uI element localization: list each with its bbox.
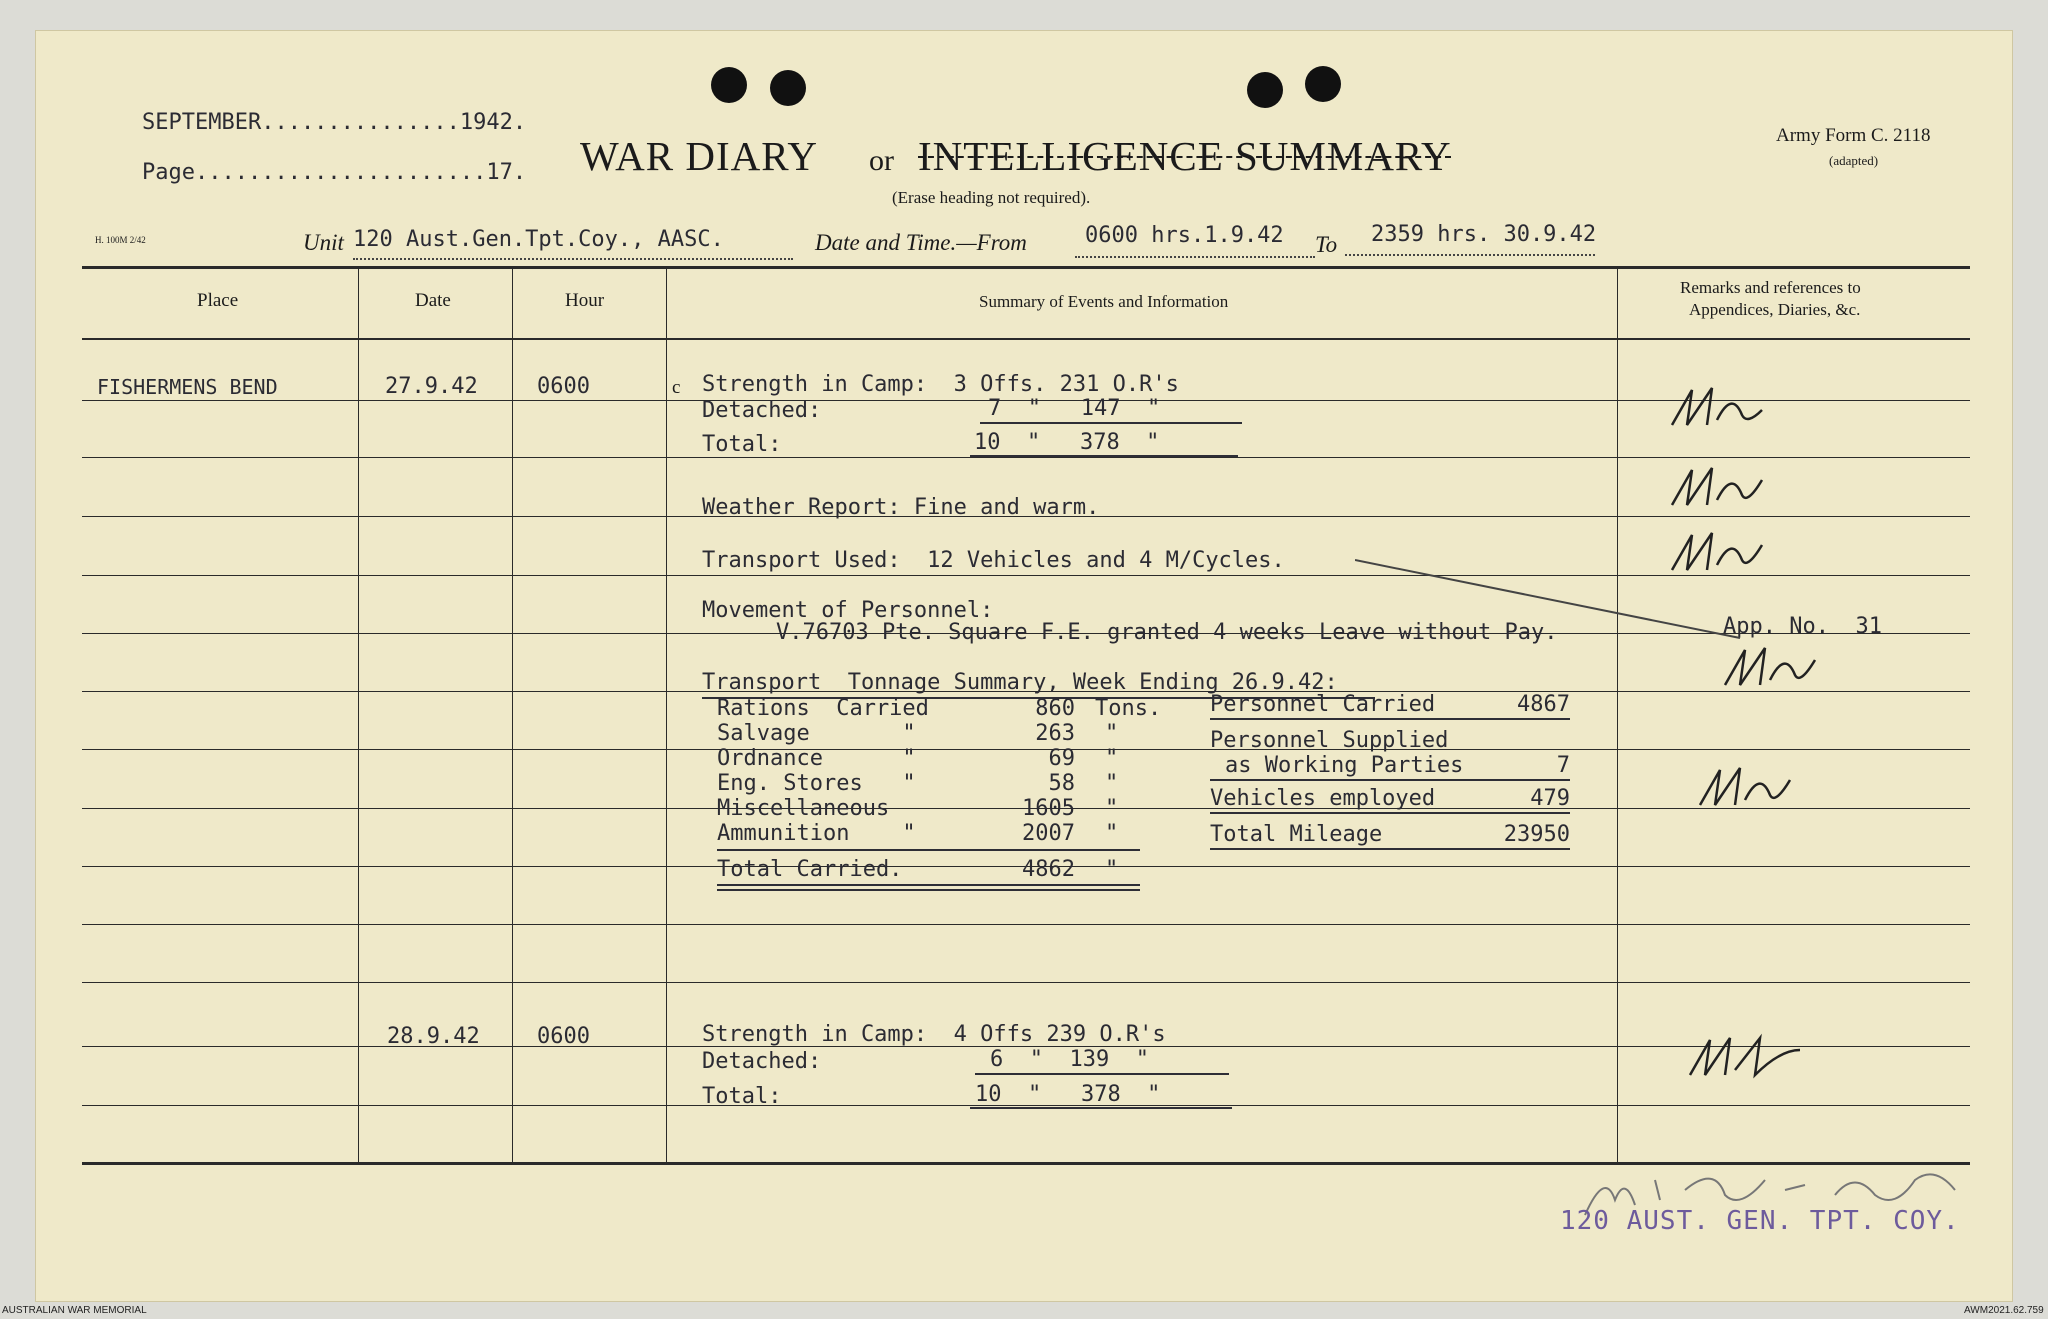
handwritten-initials (1667, 460, 1777, 520)
tonnage-unit: " (1105, 721, 1119, 746)
entry2-total-rule (970, 1107, 1232, 1109)
col-header-remarks-1: Remarks and references to (1680, 278, 1861, 297)
entry1-detached-values: 7 " 147 " (988, 396, 1161, 421)
tonnage-unit: " (1105, 771, 1119, 796)
tonnage-unit: Tons. (1095, 696, 1162, 721)
col-header-place: Place (197, 290, 239, 311)
total-carried-label: Total Carried. (717, 857, 903, 882)
to-value: 2359 hrs. 30.9.42 (1371, 222, 1597, 247)
entry1-transport-used: Transport Used: 12 Vehicles and 4 M/Cycles. (702, 548, 1285, 573)
adapted-note: (adapted) (1829, 153, 1879, 168)
army-form-label: Army Form C. 2118 (1776, 125, 1931, 146)
ruled-line (82, 457, 1970, 458)
ammunition-rule (717, 849, 1140, 851)
entry1-date: 27.9.42 (385, 374, 478, 399)
punch-hole (770, 70, 806, 106)
personnel-carried-rule (1210, 718, 1570, 720)
personnel-supplied-value: 7 (1556, 753, 1570, 778)
tonnage-item: Miscellaneous (717, 796, 890, 821)
entry2-detached-values: 6 " 139 " (990, 1047, 1149, 1072)
handwritten-initials (1667, 380, 1777, 440)
entry1-total-values: 10 " 378 " (974, 430, 1160, 455)
footer-right: AWM2021.62.759 (1964, 1305, 2044, 1316)
tonnage-unit: " (1105, 796, 1119, 821)
total-carried-value: 4862 (1022, 857, 1075, 882)
personnel-carried-value: 4867 (1517, 692, 1570, 717)
entry2-detached-label: Detached: (702, 1049, 822, 1074)
erase-note: (Erase heading not required). (892, 188, 1091, 207)
col-header-remarks-2: Appendices, Diaries, &c. (1689, 300, 1861, 319)
header-bottom-border (82, 338, 1970, 340)
tonnage-item: Rations Carried (717, 696, 929, 721)
unit-stamp: 120 AUST. GEN. TPT. COY. (1560, 1206, 1960, 1236)
total-carried-unit: " (1105, 857, 1119, 882)
entry1-tonnage-heading: Transport Tonnage Summary, Week Ending 26.9.42: (702, 670, 1338, 695)
table-top-border (82, 266, 1970, 269)
col-header-date: Date (415, 290, 451, 311)
personnel-supplied-label1: Personnel Supplied (1210, 728, 1449, 753)
punch-hole (1305, 66, 1341, 102)
tonnage-unit: " (1105, 746, 1119, 771)
handwritten-initials (1695, 760, 1805, 820)
entry1-strength: Strength in Camp: 3 Offs. 231 O.R's (702, 372, 1179, 397)
ruled-line (82, 924, 1970, 925)
from-underline (1075, 256, 1315, 258)
entry1-marker: c (672, 377, 681, 398)
entry1-total-label: Total: (702, 432, 782, 457)
personnel-supplied-rule (1210, 779, 1570, 781)
total-mileage-value: 23950 (1503, 822, 1570, 847)
tonnage-qty: 58 (1048, 771, 1075, 796)
vehicles-employed-rule (1210, 812, 1570, 814)
tonnage-qty: 69 (1048, 746, 1075, 771)
vehicles-employed-label: Vehicles employed (1210, 786, 1436, 811)
entry1-detached-label: Detached: (702, 398, 822, 423)
entry2-hour: 0600 (537, 1024, 590, 1049)
total-carried-rule-double (717, 889, 1140, 891)
tonnage-qty: 1605 (1022, 796, 1075, 821)
col-header-summary: Summary of Events and Information (979, 292, 1229, 311)
col-header-hour: Hour (565, 290, 605, 311)
total-carried-rule (717, 884, 1140, 886)
personnel-supplied-label2: as Working Parties (1225, 753, 1464, 778)
unit-value: 120 Aust.Gen.Tpt.Coy., AASC. (353, 227, 724, 252)
tonnage-item: Ordnance " (717, 746, 916, 771)
tonnage-item: Eng. Stores " (717, 771, 916, 796)
to-underline (1345, 254, 1595, 256)
tonnage-unit: " (1105, 821, 1119, 846)
handwritten-initials (1685, 1030, 1815, 1090)
punch-hole (1247, 72, 1283, 108)
title-war-diary: WAR DIARY (580, 133, 818, 179)
entry1-total-rule (970, 455, 1238, 457)
entry2-total-values: 10 " 378 " (975, 1082, 1161, 1107)
from-value: 0600 hrs.1.9.42 (1085, 223, 1284, 248)
unit-underline (353, 258, 793, 260)
total-mileage-rule (1210, 848, 1570, 850)
tonnage-item: Ammunition " (717, 821, 916, 846)
handwritten-initials (1667, 525, 1777, 585)
tonnage-qty: 860 (1035, 696, 1075, 721)
title-or: or (869, 144, 894, 177)
entry2-total-label: Total: (702, 1084, 782, 1109)
entry1-hour: 0600 (537, 374, 590, 399)
tonnage-qty: 263 (1035, 721, 1075, 746)
entry2-date: 28.9.42 (387, 1024, 480, 1049)
entry2-strength: Strength in Camp: 4 Offs 239 O.R's (702, 1022, 1166, 1047)
entry1-detached-rule (980, 422, 1242, 424)
month-line: SEPTEMBER...............1942. (142, 110, 527, 135)
punch-hole (711, 67, 747, 103)
handwritten-initials (1720, 640, 1830, 700)
form-code: H. 100M 2/42 (95, 235, 146, 245)
entry1-movement-heading: Movement of Personnel: (702, 598, 994, 623)
to-label: To (1315, 232, 1338, 257)
page-line: Page......................17. (142, 160, 527, 185)
entry1-movement-detail: V.76703 Pte. Square F.E. granted 4 weeks Leave without Pay. (776, 620, 1558, 645)
total-mileage-label: Total Mileage (1210, 822, 1383, 847)
entry1-weather: Weather Report: Fine and warm. (702, 495, 1100, 520)
title-intelligence-summary: INTELLIGENCE SUMMARY (918, 133, 1452, 179)
footer-left: AUSTRALIAN WAR MEMORIAL (2, 1305, 147, 1316)
entry2-detached-rule (975, 1073, 1229, 1075)
tonnage-qty: 2007 (1022, 821, 1075, 846)
entry1-app-ref: App. No. 31 (1723, 614, 1882, 639)
date-time-label: Date and Time.—From (815, 230, 1027, 255)
unit-label: Unit (303, 230, 344, 255)
tonnage-item: Salvage " (717, 721, 916, 746)
diary-page (35, 30, 2013, 1302)
vehicles-employed-value: 479 (1530, 786, 1570, 811)
personnel-carried-label: Personnel Carried (1210, 692, 1436, 717)
entry1-place: FISHERMENS BEND (97, 375, 278, 399)
ruled-line (82, 982, 1970, 983)
